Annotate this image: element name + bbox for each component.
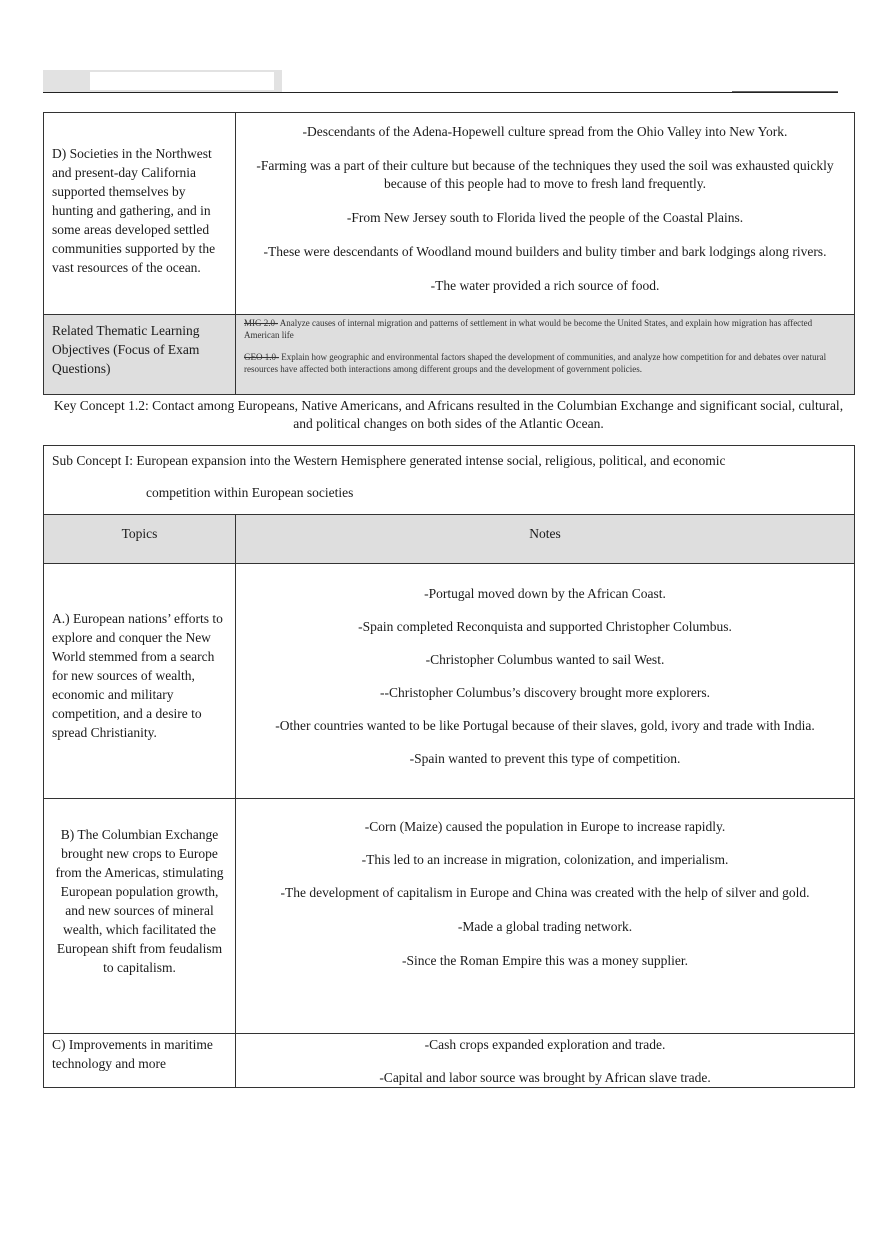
topic-b: B) The Columbian Exchange brought new crops to Europe from the Americas, stimulating European population growth, and new sources of mineral wealth, which facilitated the European shift from feudalism to capitalism. — [44, 799, 236, 1034]
sub-concept — [44, 446, 855, 515]
note-item: -Descendants of the Adena-Hopewell culture spread from the Ohio Valley into New York. — [302, 124, 788, 139]
note-item: -These were descendants of Woodland mound builders and bulity timber and bark lodgings along rivers. — [263, 244, 827, 259]
table-row — [44, 564, 855, 799]
sub-concept-line2: competition within European societies — [146, 485, 354, 500]
note-item: -Christopher Columbus wanted to sail West. — [425, 652, 665, 667]
topic-a: A.) European nations’ efforts to explore and conquer the New World stemmed from a search for new sources of wealth, economic and military competition, and a desire to spread Christianity. — [44, 564, 236, 799]
header-topics: Topics — [44, 515, 236, 564]
objective-text: Explain how geographic and environmental factors shaped the development of communities, and analyze how competition for and debates over natural resources have affected both interactions among different groups and the development of government policies. — [244, 352, 827, 374]
notes-d — [236, 113, 855, 315]
objective-mig — [244, 317, 846, 341]
note-item: -Other countries wanted to be like Portugal because of their slaves, gold, ivory and trade with India. — [275, 718, 815, 733]
objectives-cell — [236, 315, 855, 395]
objective-code: MIG 2.0- — [244, 318, 278, 328]
header-rule — [43, 92, 838, 93]
note-item: -Farming was a part of their culture but because of the techniques they used the soil was exhausted quickly because of this people had to move to fresh land frequently. — [256, 158, 834, 191]
note-item: -Capital and labor source was brought by African slave trade. — [379, 1070, 711, 1085]
table-sub-concept — [43, 445, 855, 1088]
related-objectives-label: Related Thematic Learning Objectives (Focus of Exam Questions) — [44, 315, 236, 395]
objective-code: GEO 1.0- — [244, 352, 279, 362]
note-item: -Made a global trading network. — [457, 919, 633, 934]
notes-a — [236, 564, 855, 799]
header-box — [90, 72, 274, 90]
note-item: -Since the Roman Empire this was a money supplier. — [401, 953, 689, 968]
header-notes: Notes — [236, 515, 855, 564]
topic-d: D) Societies in the Northwest and present-day California supported themselves by hunting and gathering, and in some areas developed settled communities supported by the vast resources of the ocean. — [44, 113, 236, 315]
note-item: -Corn (Maize) caused the population in Europe to increase rapidly. — [364, 819, 726, 834]
note-item: -This led to an increase in migration, colonization, and imperialism. — [361, 852, 729, 867]
note-item: -Portugal moved down by the African Coast. — [424, 586, 666, 601]
topic-c: C) Improvements in maritime technology and more — [44, 1034, 236, 1088]
note-item: -From New Jersey south to Florida lived the people of the Coastal Plains. — [346, 210, 744, 225]
table-row — [44, 315, 855, 395]
note-item: -Spain wanted to prevent this type of competition. — [409, 751, 681, 766]
notes-b — [236, 799, 855, 1034]
notes-c — [236, 1034, 855, 1088]
header-rule-right — [732, 91, 838, 92]
note-item: -The development of capitalism in Europe and China was created with the help of silver and gold. — [280, 885, 810, 900]
table-period-1 — [43, 112, 855, 395]
table-row — [44, 799, 855, 1034]
header-row — [44, 515, 855, 564]
note-item: -Cash crops expanded exploration and trade. — [424, 1037, 666, 1052]
table-row — [44, 1034, 855, 1088]
note-item: -The water provided a rich source of food. — [430, 278, 660, 293]
sub-concept-line1: Sub Concept I: European expansion into the Western Hemisphere generated intense social, religious, political, and economic — [52, 453, 726, 468]
note-item: --Christopher Columbus’s discovery brought more explorers. — [380, 685, 710, 700]
objective-geo — [244, 351, 846, 375]
key-concept: Key Concept 1.2: Contact among Europeans, Native Americans, and Africans resulted in the Columbian Exchange and significant social, cultural, and political changes on both sides of the Atlantic Ocean. — [53, 398, 844, 431]
objective-text: Analyze causes of internal migration and patterns of settlement in what would be become the United States, and explain how migration has affected American life — [244, 318, 813, 340]
table-row — [44, 113, 855, 315]
note-item: -Spain completed Reconquista and supported Christopher Columbus. — [358, 619, 732, 634]
table-row — [44, 446, 855, 515]
